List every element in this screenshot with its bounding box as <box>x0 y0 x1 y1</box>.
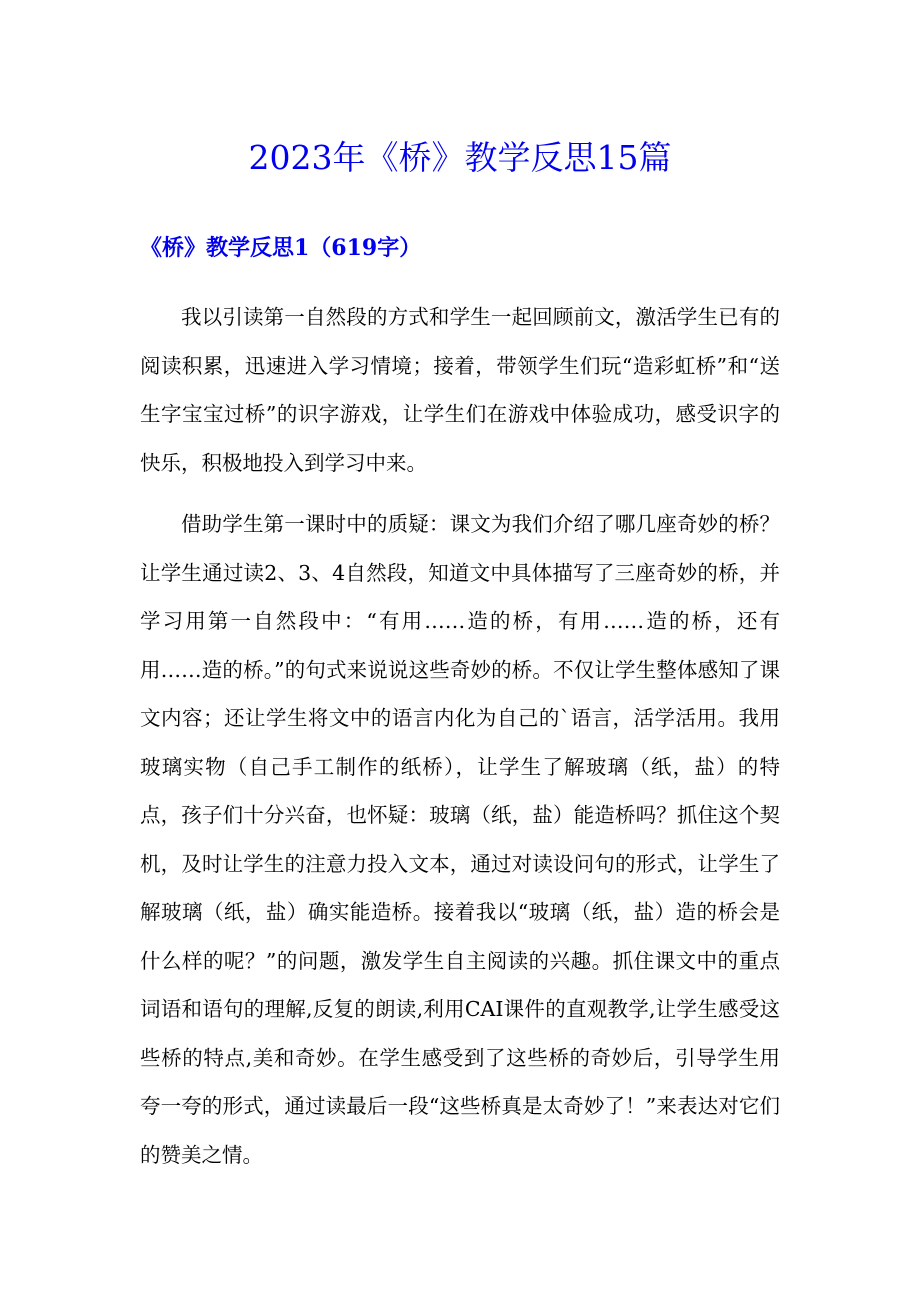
body-paragraph-1: 我以引读第一自然段的方式和学生一起回顾前文，激活学生已有的阅读积累，迅速进入学习情境；接着，带领学生们玩“造彩虹桥”和“送生字宝宝过桥”的识字游戏，让学生们在游戏中体验成功，感受识字的快乐，积极地投入到学习中来。 <box>140 305 780 475</box>
document-title: 2023年《桥》教学反思15篇 <box>248 138 672 177</box>
section-heading: 《桥》教学反思1（619字） <box>140 235 422 261</box>
body-paragraph-2: 借助学生第一课时中的质疑：课文为我们介绍了哪几座奇妙的桥？让学生通过读2、3、4自然段，知道文中具体描写了三座奇妙的桥，并学习用第一自然段中：“有用……造的桥，有用……造的桥，还有用……造的桥。”的句式来说说这些奇妙的桥。不仅让学生整体感知了课文内容；还让学生将文中的语言内化为自己的`语言，活学活用。我用玻璃实物（自己手工制作的纸桥），让学生了解玻璃（纸，盐）的特点，孩子们十分兴奋，也怀疑：玻璃（纸，盐）能造桥吗？抓住这个契机，及时让学生的注意力投入文本，通过对读设问句的形式，让学生了解玻璃（纸，盐）确实能造桥。接着我以“玻璃（纸，盐）造的桥会是什么样的呢？”的问题，激发学生自主阅读的兴趣。抓住课文中的重点词语和语句的理解,反复的朗读,利用CAI课件的直观教学,让学生感受这些桥的特点,美和奇妙。在学生感受到了这些桥的奇妙后，引导学生用夸一夸的形式，通过读最后一段“这些桥真是太奇妙了！”来表达对它们的赞美之情。 <box>140 512 780 1167</box>
